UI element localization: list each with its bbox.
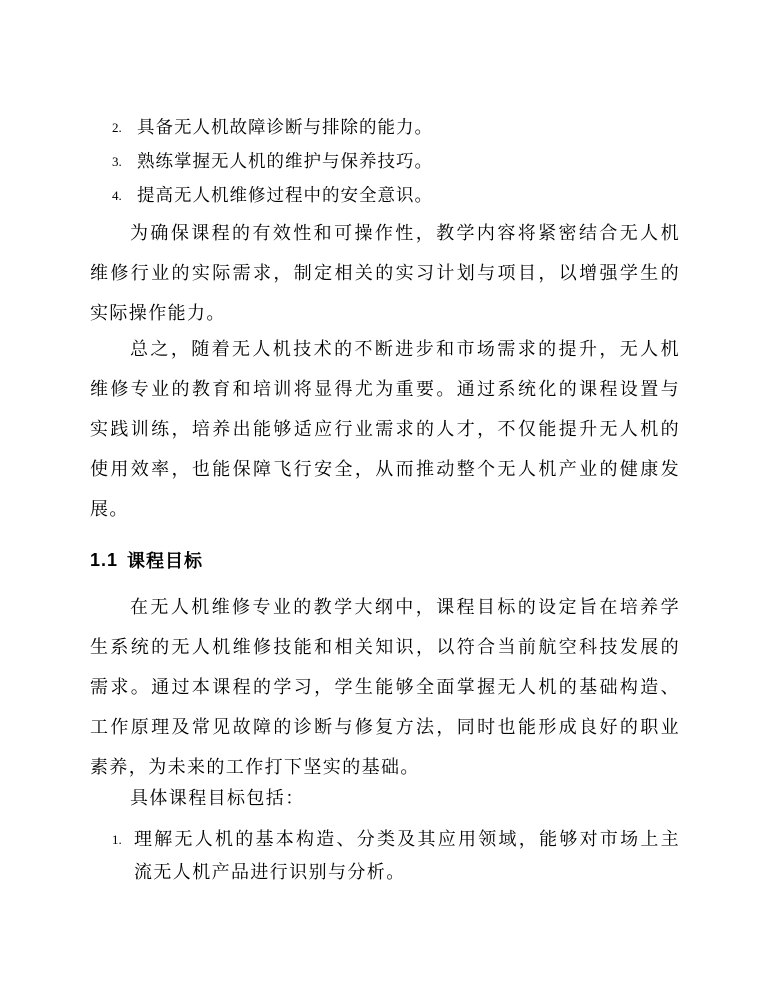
paragraph-line: 总之，随着无人机技术的不断进步和市场需求的提升，无人机	[130, 339, 680, 360]
paragraph-line: 维修专业的教育和培训将显得尤为重要。通过系统化的课程设置与	[90, 379, 680, 400]
list-item	[0, 179, 765, 213]
list-item	[0, 145, 765, 179]
paragraph-line: 使用效率，也能保障飞行安全，从而推动整个无人机产业的健康发	[90, 459, 680, 480]
paragraph-line: 在无人机维修专业的教学大纲中，课程目标的设定旨在培养学	[130, 597, 680, 618]
paragraph-line: 工作原理及常见故障的诊断与修复方法，同时也能形成良好的职业	[90, 717, 680, 738]
section-number: 1.1	[90, 549, 119, 570]
paragraph-line: 需求。通过本课程的学习，学生能够全面掌握无人机的基础构造、	[90, 677, 680, 698]
paragraph-line: 维修行业的实际需求，制定相关的实习计划与项目，以增强学生的	[90, 263, 680, 284]
paragraph-line: 实践训练，培养出能够适应行业需求的人才，不仅能提升无人机的	[90, 419, 680, 440]
section-title: 课程目标	[127, 551, 204, 572]
paragraph-line: 为确保课程的有效性和可操作性，教学内容将紧密结合无人机	[130, 223, 680, 244]
list-text: 熟练掌握无人机的维护与保养技巧。	[137, 152, 433, 172]
paragraph-line: 素养，为未来的工作打下坚实的基础。	[90, 757, 420, 778]
paragraph-course-objectives	[90, 588, 680, 788]
list-number: 2.	[112, 120, 122, 135]
list-number: 1.	[112, 832, 122, 847]
paragraph-curriculum-effectiveness	[90, 214, 680, 334]
list-text-continuation: 流无人机产品进行识别与分析。	[134, 862, 406, 883]
list-text: 提高无人机维修过程中的安全意识。	[137, 186, 433, 206]
paragraph-summary	[90, 330, 680, 530]
list-number: 3.	[112, 154, 122, 169]
list-text: 具备无人机故障诊断与排除的能力。	[137, 118, 433, 138]
list-item	[0, 111, 765, 145]
list-text: 理解无人机的基本构造、分类及其应用领域，能够对市场上主	[134, 829, 680, 850]
list-number: 4.	[112, 188, 122, 203]
paragraph-line: 展。	[90, 499, 129, 520]
section-heading	[90, 542, 203, 578]
paragraph-line: 生系统的无人机维修技能和相关知识，以符合当前航空科技发展的	[90, 637, 680, 658]
paragraph-objectives-intro	[90, 779, 680, 819]
paragraph-line: 实际操作能力。	[90, 303, 226, 324]
paragraph-line: 具体课程目标包括：	[130, 788, 305, 809]
